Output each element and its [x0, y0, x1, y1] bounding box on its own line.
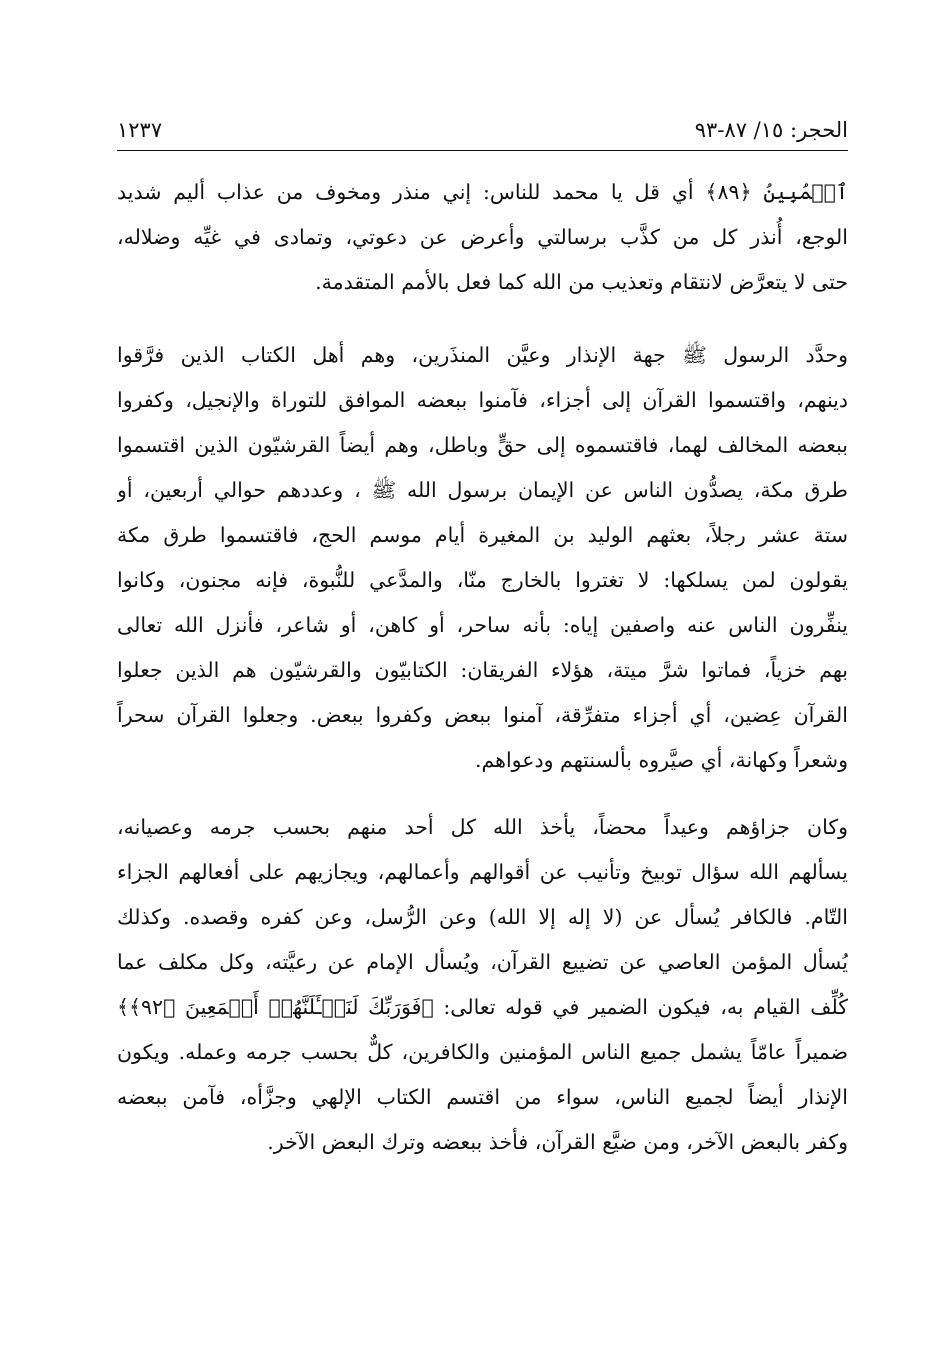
text-line: ٱلۡمُبِينُ ﴿٨٩﴾ أي قل يا محمد للناس: إني منذر ومخوف من عذاب أليم شديد — [117, 180, 848, 204]
text-line: طرق مكة، يصدُّون الناس عن الإيمان برسول الله ﷺ ، وعددهم حوالي أربعين، أو — [117, 478, 848, 502]
paragraph-2 — [117, 333, 848, 783]
text-line: يقولون لمن يسلكها: لا تغتروا بالخارج منّا، والمدَّعي للنُّبوة، فإنه مجنون، وكانوا — [117, 568, 848, 592]
text-line: يُسأل المؤمن العاصي عن تضييع القرآن، ويُسأل الإمام عن رعيَّته، وكل مكلف عما — [117, 950, 848, 974]
text-line: كُلِّف القيام به، فيكون الضمير في قوله تعالى: ﴿فَوَرَبِّكَ لَنَسۡـَٔلَنَّهُمۡ أَجۡمَعِينَ ﴿٩٢﴾﴾ — [117, 995, 848, 1019]
text-line: التّام. فالكافر يُسأل عن (لا إله إلا الله) وعن الرُّسل، وعن كفره وقصده. وكذلك — [117, 905, 848, 929]
text-line: ستة عشر رجلاً، بعثهم الوليد بن المغيرة أيام موسم الحج، فاقتسموا طرق مكة — [117, 523, 848, 547]
text-line: حتى لا يتعرَّض لانتقام وتعذيب من الله كما فعل بالأمم المتقدمة. — [315, 270, 848, 294]
text-line: ينفِّرون الناس عنه واصفين إياه: بأنه ساحر، أو كاهن، أو شاعر، فأنزل الله تعالى — [117, 613, 848, 637]
text-line: الوجع، أُنذر كل من كذَّب برسالتي وأعرض عن دعوتي، وتمادى في غيِّه وضلاله، — [117, 225, 848, 249]
page-header — [117, 112, 848, 148]
page-body — [117, 170, 848, 1165]
text-line: دينهم، واقتسموا القرآن إلى أجزاء، فآمنوا ببعضه الموافق للتوراة والإنجيل، وكفروا — [117, 388, 848, 412]
text-line: وكان جزاؤهم وعيداً محضاً، يأخذ الله كل أحد منهم بحسب جرمه وعصيانه، — [117, 815, 848, 839]
page-number: ١٢٣٧ — [117, 118, 163, 142]
chapter-reference: الحجر: ١٥/ ٨٧-٩٣ — [694, 118, 848, 142]
text-line: يسألهم الله سؤال توبيخ وتأنيب عن أقوالهم وأعمالهم، ويجازيهم على أفعالهم الجزاء — [117, 860, 848, 884]
text-line: وحدَّد الرسول ﷺ جهة الإنذار وعيَّن المنذَرين، وهم أهل الكتاب الذين فرَّقوا — [117, 343, 848, 367]
header-divider — [117, 150, 848, 151]
paragraph-spacer — [117, 783, 848, 805]
text-line: وشعراً وكهانة، أي صيَّروه بألسنتهم ودعواهم. — [475, 748, 848, 772]
paragraph-spacer — [117, 305, 848, 333]
text-line: وكفر بالبعض الآخر، ومن ضيَّع القرآن، فأخذ ببعضه وترك البعض الآخر. — [267, 1130, 848, 1154]
paragraph-1 — [117, 170, 848, 305]
text-line: الإنذار أيضاً لجميع الناس، سواء من اقتسم الكتاب الإلهي وجزَّأه، فآمن ببعضه — [117, 1085, 848, 1109]
text-line: بهم خزياً، فماتوا شرَّ ميتة، هؤلاء الفريقان: الكتابيّون والقرشيّون هم الذين جعلوا — [117, 658, 848, 682]
text-line: ببعضه المخالف لهما، فاقتسموه إلى حقٍّ وباطل، وهم أيضاً القرشيّون الذين اقتسموا — [117, 433, 848, 457]
paragraph-3 — [117, 805, 848, 1165]
text-line: القرآن عِضين، أي أجزاء متفرِّقة، آمنوا ببعض وكفروا ببعض. وجعلوا القرآن سحراً — [117, 703, 848, 727]
text-line: ضميراً عامّاً يشمل جميع الناس المؤمنين والكافرين، كلٌّ بحسب جرمه وعمله. ويكون — [117, 1040, 848, 1064]
